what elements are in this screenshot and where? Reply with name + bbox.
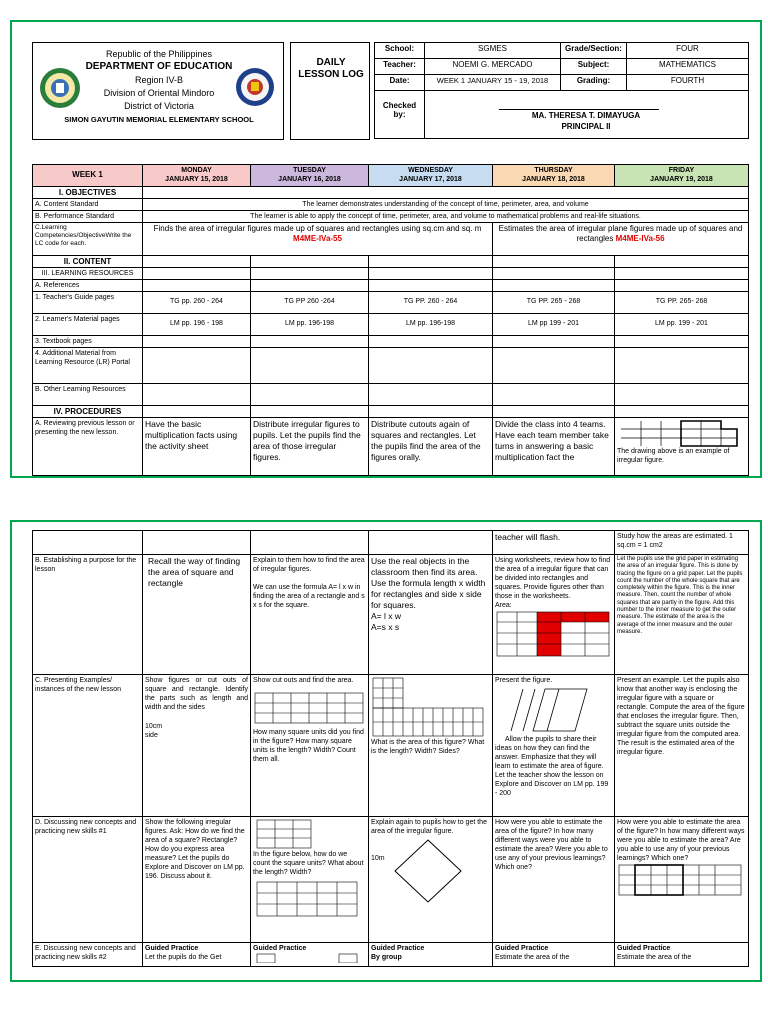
procedure-c-monday-text: Show figures or cut outs of square and rectangle. Identify the parts such as length and width and the sides (145, 677, 248, 711)
school-full-name: SIMON GAYUTIN MEMORIAL ELEMENTARY SCHOOL (64, 115, 254, 124)
monday-header (143, 165, 251, 187)
monday-label: MONDAY (181, 167, 212, 174)
procedure-b-tuesday-text1: Explain to them how to find the area of irregular figures. (253, 557, 365, 573)
page-two (10, 520, 762, 982)
rectangle-grid-figure (253, 691, 365, 725)
checked-label: Checked by: (375, 91, 425, 139)
red-grid-figure (495, 610, 611, 658)
procedure-c-tuesday-text2: How many square units did you find in the figure? How many square units is the length? Width? Count them all. (253, 729, 364, 763)
procedure-c-friday: Present an example. Let the pupils also know that another way is enclosing the irregular figure with a square or rectangle. Compute the area of the figure that encloses the irregular figure. Then, subtract the square units outside the irregular figure from the computed area. The result is the estimated area of the irregular figure. (615, 675, 749, 817)
procedure-e-tuesday (251, 943, 369, 967)
competency-2-code: M4ME-IVa-56 (615, 234, 665, 243)
procedure-d-wednesday (369, 817, 493, 943)
page-one (10, 20, 762, 478)
wednesday-label: WEDNESDAY (408, 167, 453, 174)
lm-label: 2. Learner's Material pages (33, 314, 143, 336)
procedure-b-friday: Let the pupils use the grid paper in estimating the area of an irregular figure. This is done by tracing the figure on a grid paper. Let the pupils count the number of the whole square that are completely within the figure. This is the inner measure. Then, count the number of whole squares that are partly in the figure. Add this number to the inner measure to get the outer measure. The estimate of the area is the average of the inner measure and the outer measure. (615, 555, 749, 675)
tuesday-header (251, 165, 369, 187)
lesson-table-page-two (32, 530, 749, 967)
formula-rectangle: A= l x w (371, 611, 401, 621)
thursday-header (493, 165, 615, 187)
friday-header (615, 165, 749, 187)
performance-standard-text: The learner is able to apply the concept of time, perimeter, area, and volume to mathematical problems and real-life situations. (143, 211, 749, 223)
week-label: WEEK 1 (33, 165, 143, 187)
region-text: Region IV-B (134, 75, 184, 85)
procedure-d-friday-text: How were you able to estimate the area of the figure? In how many different ways were you able to estimate the area? Are you able to use any of your previous learnings? Which one? (617, 819, 745, 862)
teacher-label: Teacher: (375, 59, 425, 75)
procedure-c-thursday-text2: Allow the pupils to share their ideas on how they can find the answer. Emphasize that they will learn to estimate the area of figure. Let the teacher show the lesson on Explore and Discover on LM pp. 199 - 200 (495, 736, 609, 797)
parallelogram-figure (495, 685, 607, 735)
guided-practice-tuesday: Guided Practice (253, 945, 307, 952)
wednesday-header (369, 165, 493, 187)
date-value: WEEK 1 JANUARY 15 - 19, 2018 (425, 75, 561, 91)
procedure-b-label: B. Establishing a purpose for the lesson (33, 555, 143, 675)
procedure-a-label: A. Reviewing previous lesson or presenting the new lesson. (33, 418, 143, 476)
procedure-c-label: C. Presenting Examples/ instances of the new lesson (33, 675, 143, 817)
lm-monday: LM pp. 196 - 198 (143, 314, 251, 336)
procedure-e-friday-text: Estimate the area of the (617, 954, 692, 961)
procedure-b-tuesday (251, 555, 369, 675)
grading-value: FOURTH (627, 75, 749, 91)
performance-standard-label: B. Performance Standard (33, 211, 143, 223)
principal-cell (425, 91, 749, 139)
additional-material-label: 4. Additional Material from Learning Resource (LR) Portal (33, 348, 143, 384)
thursday-date: JANUARY 18, 2018 (522, 176, 585, 183)
republic-text: Republic of the Philippines (105, 49, 213, 59)
division-text: Division of Oriental Mindoro (103, 88, 215, 98)
doc-title: DAILY LESSON LOG (298, 57, 364, 80)
procedure-d-thursday: How were you able to estimate the area of the figure? In how many different ways were you able to estimate the area? Were you able to use any of your previous learnings? Which one? (493, 817, 615, 943)
teacher-value: NOEMI G. MERCADO (425, 59, 561, 75)
procedure-b-monday: Recall the way of finding the area of square and rectangle (143, 555, 251, 675)
principal-name: MA. THERESA T. DIMAYUGA (531, 111, 641, 120)
tg-wednesday: TG PP. 260 - 264 (369, 292, 493, 314)
content-heading: II. CONTENT (33, 256, 143, 268)
procedure-c-thursday (493, 675, 615, 817)
procedure-d-wednesday-text: Explain again to pupils how to get the area of the irregular figure. (371, 819, 487, 835)
grade-label: Grade/Section: (561, 43, 627, 59)
principal-title: PRINCIPAL II (561, 122, 611, 131)
lm-thursday: LM pp 199 - 201 (493, 314, 615, 336)
procedure-c-wednesday-text: What is the area of this figure? What is the length? Width? Sides? (371, 739, 485, 755)
lm-wednesday: LM pp. 196-198 (369, 314, 493, 336)
procedure-d-tuesday-text: In the figure below, how do we count the square units? What about the length? Width? (253, 851, 364, 876)
area-label: Area: (495, 602, 512, 609)
tall-grid-figure (253, 818, 365, 850)
procedure-d-monday: Show the following irregular figures. Ask: How do we find the area of a square? Rectangle? How do you express area measure? Let the pupils do Explore and Discover on LM pp. 196. Discuss about it. (143, 817, 251, 943)
subject-label: Subject: (561, 59, 627, 75)
procedure-a-wednesday: Distribute cutouts again of squares and rectangles. Let the pupils find the area of the figures orally. (369, 418, 493, 476)
diamond-dimension: 10m (371, 855, 385, 862)
procedure-e-wednesday (369, 943, 493, 967)
textbook-label: 3. Textbook pages (33, 336, 143, 348)
guided-practice-wednesday: Guided Practice (371, 945, 425, 952)
procedure-a-thursday-cont: teacher will flash. (493, 531, 615, 555)
competency-1-text: Finds the area of irregular figures made up of squares and rectangles using sq.cm and sq. m (153, 224, 482, 233)
procedure-e-monday (143, 943, 251, 967)
subject-value: MATHEMATICS (627, 59, 749, 75)
formula-square: A=s x s (371, 622, 400, 632)
lesson-table-page-one (32, 164, 749, 476)
estimate-grid-figure (617, 863, 745, 897)
doc-title-box (290, 42, 370, 140)
tuesday-date: JANUARY 16, 2018 (278, 176, 341, 183)
procedure-a-friday (615, 418, 749, 476)
signature-line (499, 109, 659, 110)
procedures-heading: IV. PROCEDURES (33, 406, 143, 418)
objectives-heading: I. OBJECTIVES (33, 187, 143, 199)
tg-label: 1. Teacher's Guide pages (33, 292, 143, 314)
school-label: School: (375, 43, 425, 59)
procedure-e-friday (615, 943, 749, 967)
procedure-b-wednesday-text: Use the real objects in the classroom then find its area. Use the formula length x width for rectangles and side x side for squares. (371, 556, 486, 610)
small-grid-figure (253, 953, 365, 963)
tg-tuesday: TG PP 260 -264 (251, 292, 369, 314)
guided-practice-friday: Guided Practice (617, 945, 671, 952)
competency-1-code: M4ME-IVa-55 (293, 234, 342, 243)
lm-tuesday: LM pp. 196-198 (251, 314, 369, 336)
procedure-c-thursday-text1: Present the figure. (495, 677, 553, 684)
header-school-box (32, 42, 284, 140)
tg-thursday: TG PP. 265 - 268 (493, 292, 615, 314)
grading-label: Grading: (561, 75, 627, 91)
procedure-a-tuesday: Distribute irregular figures to pupils. Let the pupils find the area of those irregular figures. (251, 418, 369, 476)
competency-1 (143, 223, 493, 256)
procedure-e-thursday-text: Estimate the area of the (495, 954, 570, 961)
procedure-b-thursday (493, 555, 615, 675)
side-label: side (145, 732, 158, 739)
irregular-figure-diagram (617, 419, 743, 447)
friday-label: FRIDAY (668, 167, 695, 174)
procedure-c-monday (143, 675, 251, 817)
wednesday-date: JANUARY 17, 2018 (399, 176, 462, 183)
competency-2-text: Estimates the area of irregular plane figures made up of squares and rectangles (498, 224, 743, 243)
procedure-b-tuesday-text2: We can use the formula A= l x w in finding the area of a rectangle and s x s for the square. (253, 584, 365, 609)
guided-practice-thursday: Guided Practice (495, 945, 549, 952)
references-label: A. References (33, 280, 143, 292)
friday-date: JANUARY 19, 2018 (650, 176, 713, 183)
header-info-table (374, 42, 749, 139)
procedure-c-tuesday (251, 675, 369, 817)
tg-monday: TG pp. 260 - 264 (143, 292, 251, 314)
competency-2 (493, 223, 749, 256)
procedure-d-friday (615, 817, 749, 943)
procedure-e-label: E. Discussing new concepts and practicing new skills #2 (33, 943, 143, 967)
school-value: SGMES (425, 43, 561, 59)
tg-friday: TG PP. 265- 268 (615, 292, 749, 314)
procedure-e-monday-text: Let the pupils do the Get (145, 954, 222, 961)
department-text: DEPARTMENT OF EDUCATION (85, 61, 233, 72)
procedure-c-tuesday-text1: Show cut outs and find the area. (253, 677, 354, 684)
procedure-a-thursday: Divide the class into 4 teams. Have each team member take turns in answering a basic multiplication fact the (493, 418, 615, 476)
learning-resources-heading: III. LEARNING RESOURCES (33, 268, 143, 280)
procedure-e-thursday (493, 943, 615, 967)
diamond-figure (393, 838, 463, 904)
procedure-a-friday-cont: Study how the areas are estimated. 1 sq.cm = 1 cm2 (615, 531, 749, 555)
district-text: District of Victoria (124, 101, 194, 111)
dimension-label: 10cm (145, 723, 163, 730)
procedure-b-thursday-text: Using worksheets, review how to find the area of a irregular figure that can be divided into rectangles and squares. Provide figures other than those in the worksheets. (495, 557, 611, 600)
monday-date: JANUARY 15, 2018 (165, 176, 228, 183)
content-standard-label: A. Content Standard (33, 199, 143, 211)
procedure-d-tuesday (251, 817, 369, 943)
procedure-b-wednesday (369, 555, 493, 675)
grade-value: FOUR (627, 43, 749, 59)
competencies-label: C.Learning Competencies/ObjectiveWrite the LC code for each. (33, 223, 143, 256)
content-standard-text: The learner demonstrates understanding of the concept of time, perimeter, area, and volume (143, 199, 749, 211)
tuesday-label: TUESDAY (293, 167, 326, 174)
procedure-a-friday-text: The drawing above is an example of irregular figure. (617, 448, 730, 464)
lm-friday: LM pp. 199 - 201 (615, 314, 749, 336)
irregular-grid-figure (371, 676, 489, 738)
date-label: Date: (375, 75, 425, 91)
diamond-figure-wrap (371, 836, 490, 906)
procedure-c-wednesday (369, 675, 493, 817)
thursday-label: THURSDAY (534, 167, 573, 174)
other-resources-label: B. Other Learning Resources (33, 384, 143, 406)
by-group-label: By group (371, 954, 402, 961)
wide-grid-figure (253, 880, 365, 918)
procedure-d-label: D. Discussing new concepts and practicing new skills #1 (33, 817, 143, 943)
guided-practice-monday: Guided Practice (145, 945, 199, 952)
procedure-a-monday: Have the basic multiplication facts using the activity sheet (143, 418, 251, 476)
